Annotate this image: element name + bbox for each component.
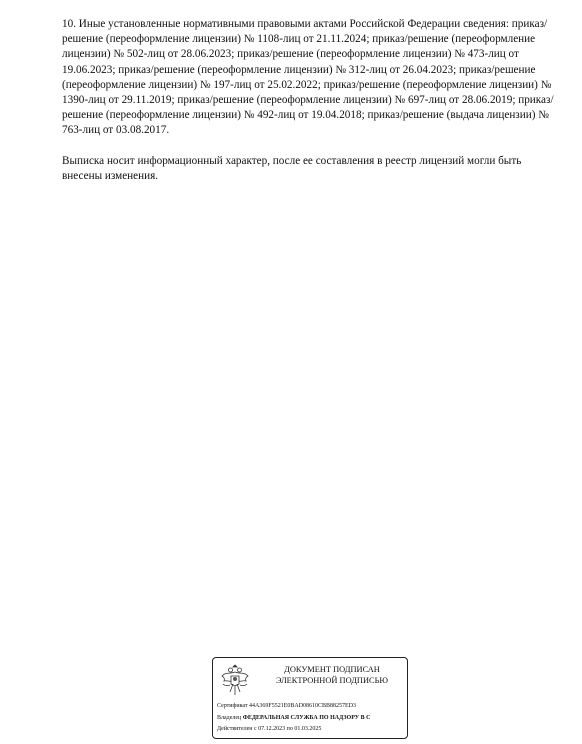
stamp-title-line-1: ДОКУМЕНТ ПОДПИСАН [284,665,380,674]
certificate-value: 44A369F5521E0BAD08610CBB88257ED3 [249,703,357,709]
owner-line [217,714,370,722]
validity-line: Действителен с 07.12.2023 по 01.03.2025 [217,726,322,732]
stamp-title [257,664,407,686]
electronic-signature-stamp [212,657,408,739]
certificate-label: Сертификат [217,703,248,709]
disclaimer-text: Выписка носит информационный характер, после ее составления в реестр лицензий могли быть внесены изменения. [62,154,522,182]
owner-value: ФЕДЕРАЛЬНАЯ СЛУЖБА ПО НАДЗОРУ В С [242,715,371,721]
owner-label: Владелец [217,715,242,721]
document-body [62,17,562,184]
certificate-line [217,702,356,710]
russian-coat-of-arms-icon [219,662,251,698]
stamp-title-line-2: ЭЛЕКТРОННОЙ ПОДПИСЬЮ [275,676,389,685]
section-10-text: 10. Иные установленные нормативными правовыми актами Российской Федерации сведения: приказ/решение (переоформление лицензии) № 1108-лиц от 21.11.2024; приказ/решение (переоформление лицензии) № 502-лиц от 28.06.2023; приказ/решение (переоформление лицензии) № 473-лиц от 19.06.2023; приказ/решение (переоформление лицензии) № 312-лиц от 26.04.2023; приказ/решение (переоформление лицензии) № 197-лиц от 25.02.2022; приказ/решение (переоформление лицензии) № 1390-лиц от 29.11.2019; приказ/решение (переоформление лицензии) № 697-лиц от 28.06.2019; приказ/решение (переоформление лицензии) № 492-лиц от 19.04.2018; приказ/решение (выдача лицензии) № 763-лиц от 03.08.2017. [62,18,554,137]
